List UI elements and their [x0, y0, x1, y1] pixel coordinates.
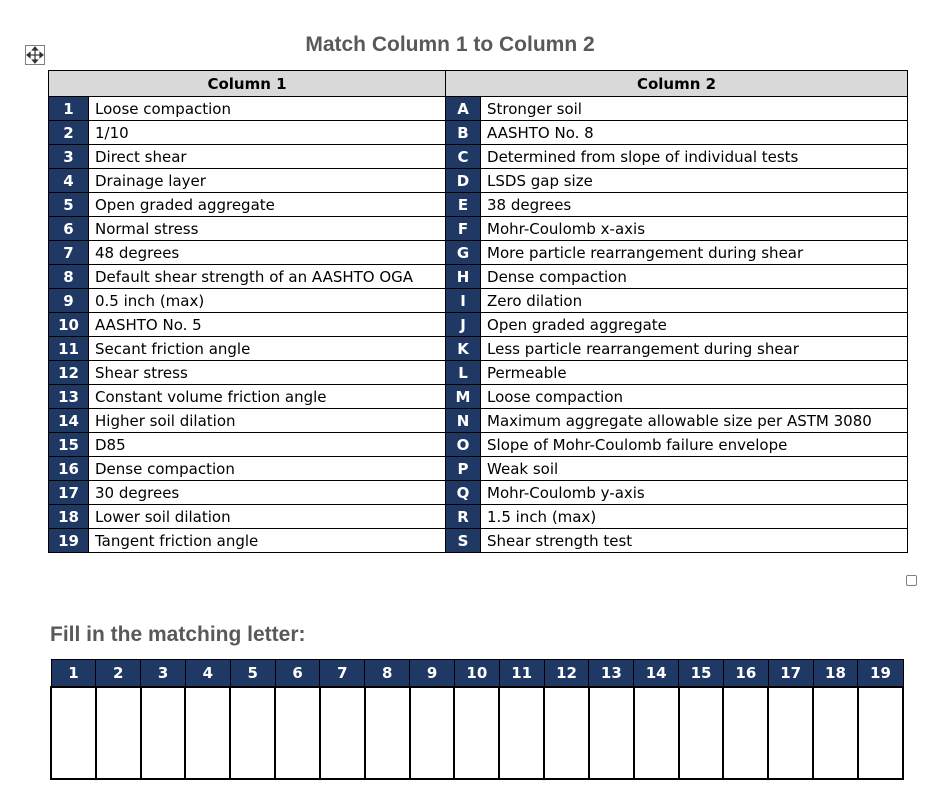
answer-number: 2	[96, 660, 141, 688]
column-1-item: 30 degrees	[89, 481, 446, 505]
row-number: 19	[49, 529, 89, 553]
column-2-item: 38 degrees	[481, 193, 908, 217]
row-letter: A	[446, 97, 481, 121]
column-2-item: Stronger soil	[481, 97, 908, 121]
answer-number: 7	[320, 660, 365, 688]
column-2-item: More particle rearrangement during shear	[481, 241, 908, 265]
table-row	[49, 481, 908, 505]
answer-cell[interactable]	[634, 687, 679, 779]
column-2-item: LSDS gap size	[481, 169, 908, 193]
row-letter: F	[446, 217, 481, 241]
answer-number: 18	[813, 660, 858, 688]
answer-cell[interactable]	[141, 687, 186, 779]
column-2-item: AASHTO No. 8	[481, 121, 908, 145]
table-row	[49, 217, 908, 241]
column-1-item: Loose compaction	[89, 97, 446, 121]
answer-table	[50, 659, 904, 780]
answer-number: 9	[410, 660, 455, 688]
table-row	[49, 145, 908, 169]
row-letter: H	[446, 265, 481, 289]
answer-number: 4	[185, 660, 230, 688]
answer-cell[interactable]	[723, 687, 768, 779]
row-number: 12	[49, 361, 89, 385]
column-1-item: Open graded aggregate	[89, 193, 446, 217]
column-1-item: 1/10	[89, 121, 446, 145]
column-1-item: Constant volume friction angle	[89, 385, 446, 409]
table-move-handle[interactable]	[25, 45, 45, 65]
match-table-header	[49, 71, 908, 97]
row-letter: I	[446, 289, 481, 313]
column-2-item: 1.5 inch (max)	[481, 505, 908, 529]
row-letter: K	[446, 337, 481, 361]
answer-cell[interactable]	[768, 687, 813, 779]
table-row	[49, 457, 908, 481]
table-row	[49, 121, 908, 145]
row-letter: J	[446, 313, 481, 337]
column-1-item: 48 degrees	[89, 241, 446, 265]
answer-number: 5	[230, 660, 275, 688]
answer-number: 15	[679, 660, 724, 688]
row-number: 4	[49, 169, 89, 193]
column-2-item: Weak soil	[481, 457, 908, 481]
table-row	[49, 337, 908, 361]
column-2-item: Slope of Mohr-Coulomb failure envelope	[481, 433, 908, 457]
row-letter: S	[446, 529, 481, 553]
column-1-item: 0.5 inch (max)	[89, 289, 446, 313]
row-number: 17	[49, 481, 89, 505]
answer-number: 13	[589, 660, 634, 688]
column-2-header: Column 2	[446, 71, 908, 97]
answer-cell[interactable]	[589, 687, 634, 779]
page-title: Match Column 1 to Column 2	[305, 33, 595, 56]
row-letter: C	[446, 145, 481, 169]
row-number: 7	[49, 241, 89, 265]
row-letter: B	[446, 121, 481, 145]
column-2-item: Zero dilation	[481, 289, 908, 313]
answer-header-row	[51, 660, 903, 688]
column-1-item: Secant friction angle	[89, 337, 446, 361]
table-row	[49, 433, 908, 457]
table-row	[49, 361, 908, 385]
row-number: 6	[49, 217, 89, 241]
row-number: 16	[49, 457, 89, 481]
resize-handle-icon[interactable]	[906, 575, 917, 586]
row-number: 1	[49, 97, 89, 121]
answer-number: 8	[365, 660, 410, 688]
row-letter: O	[446, 433, 481, 457]
fill-in-heading: Fill in the matching letter:	[50, 623, 306, 646]
answer-cell[interactable]	[185, 687, 230, 779]
row-letter: N	[446, 409, 481, 433]
column-2-item: Mohr-Coulomb x-axis	[481, 217, 908, 241]
answer-cell[interactable]	[320, 687, 365, 779]
table-row	[49, 193, 908, 217]
column-1-item: Dense compaction	[89, 457, 446, 481]
column-1-item: Lower soil dilation	[89, 505, 446, 529]
table-row	[49, 313, 908, 337]
row-number: 2	[49, 121, 89, 145]
column-1-item: AASHTO No. 5	[89, 313, 446, 337]
column-2-item: Mohr-Coulomb y-axis	[481, 481, 908, 505]
answer-number: 1	[51, 660, 96, 688]
row-number: 5	[49, 193, 89, 217]
column-1-item: Higher soil dilation	[89, 409, 446, 433]
row-letter: L	[446, 361, 481, 385]
row-number: 11	[49, 337, 89, 361]
answer-cell[interactable]	[679, 687, 724, 779]
table-row	[49, 385, 908, 409]
row-number: 14	[49, 409, 89, 433]
column-1-item: Default shear strength of an AASHTO OGA	[89, 265, 446, 289]
answer-cell[interactable]	[858, 687, 903, 779]
answer-number: 19	[858, 660, 903, 688]
answer-number: 10	[454, 660, 499, 688]
column-1-item: Shear stress	[89, 361, 446, 385]
row-number: 9	[49, 289, 89, 313]
row-letter: M	[446, 385, 481, 409]
answer-cell[interactable]	[544, 687, 589, 779]
column-2-item: Less particle rearrangement during shear	[481, 337, 908, 361]
answer-input-row	[51, 687, 903, 779]
row-number: 18	[49, 505, 89, 529]
match-table	[48, 70, 908, 553]
answer-number: 11	[499, 660, 544, 688]
answer-cell[interactable]	[96, 687, 141, 779]
row-number: 3	[49, 145, 89, 169]
answer-number: 17	[768, 660, 813, 688]
answer-cell[interactable]	[499, 687, 544, 779]
column-2-item: Open graded aggregate	[481, 313, 908, 337]
row-letter: G	[446, 241, 481, 265]
answer-number: 6	[275, 660, 320, 688]
table-row	[49, 265, 908, 289]
table-row	[49, 529, 908, 553]
table-row	[49, 169, 908, 193]
table-row	[49, 289, 908, 313]
table-row	[49, 505, 908, 529]
answer-number: 14	[634, 660, 679, 688]
move-arrows-icon	[26, 46, 44, 64]
table-row	[49, 241, 908, 265]
column-2-item: Shear strength test	[481, 529, 908, 553]
table-row	[49, 97, 908, 121]
table-row	[49, 409, 908, 433]
answer-number: 16	[723, 660, 768, 688]
column-1-item: D85	[89, 433, 446, 457]
answer-cell[interactable]	[275, 687, 320, 779]
column-2-item: Permeable	[481, 361, 908, 385]
column-2-item: Dense compaction	[481, 265, 908, 289]
answer-number: 12	[544, 660, 589, 688]
answer-cell[interactable]	[230, 687, 275, 779]
answer-cell[interactable]	[51, 687, 96, 779]
answer-cell[interactable]	[454, 687, 499, 779]
column-1-item: Normal stress	[89, 217, 446, 241]
answer-number: 3	[141, 660, 186, 688]
column-2-item: Maximum aggregate allowable size per ASTM 3080	[481, 409, 908, 433]
row-letter: R	[446, 505, 481, 529]
row-letter: D	[446, 169, 481, 193]
column-2-item: Determined from slope of individual tests	[481, 145, 908, 169]
answer-cell[interactable]	[813, 687, 858, 779]
row-letter: P	[446, 457, 481, 481]
answer-cell[interactable]	[365, 687, 410, 779]
row-number: 8	[49, 265, 89, 289]
row-letter: Q	[446, 481, 481, 505]
row-number: 13	[49, 385, 89, 409]
column-1-header: Column 1	[49, 71, 446, 97]
row-number: 15	[49, 433, 89, 457]
column-2-item: Loose compaction	[481, 385, 908, 409]
column-1-item: Drainage layer	[89, 169, 446, 193]
column-1-item: Direct shear	[89, 145, 446, 169]
answer-cell[interactable]	[410, 687, 455, 779]
row-number: 10	[49, 313, 89, 337]
column-1-item: Tangent friction angle	[89, 529, 446, 553]
row-letter: E	[446, 193, 481, 217]
